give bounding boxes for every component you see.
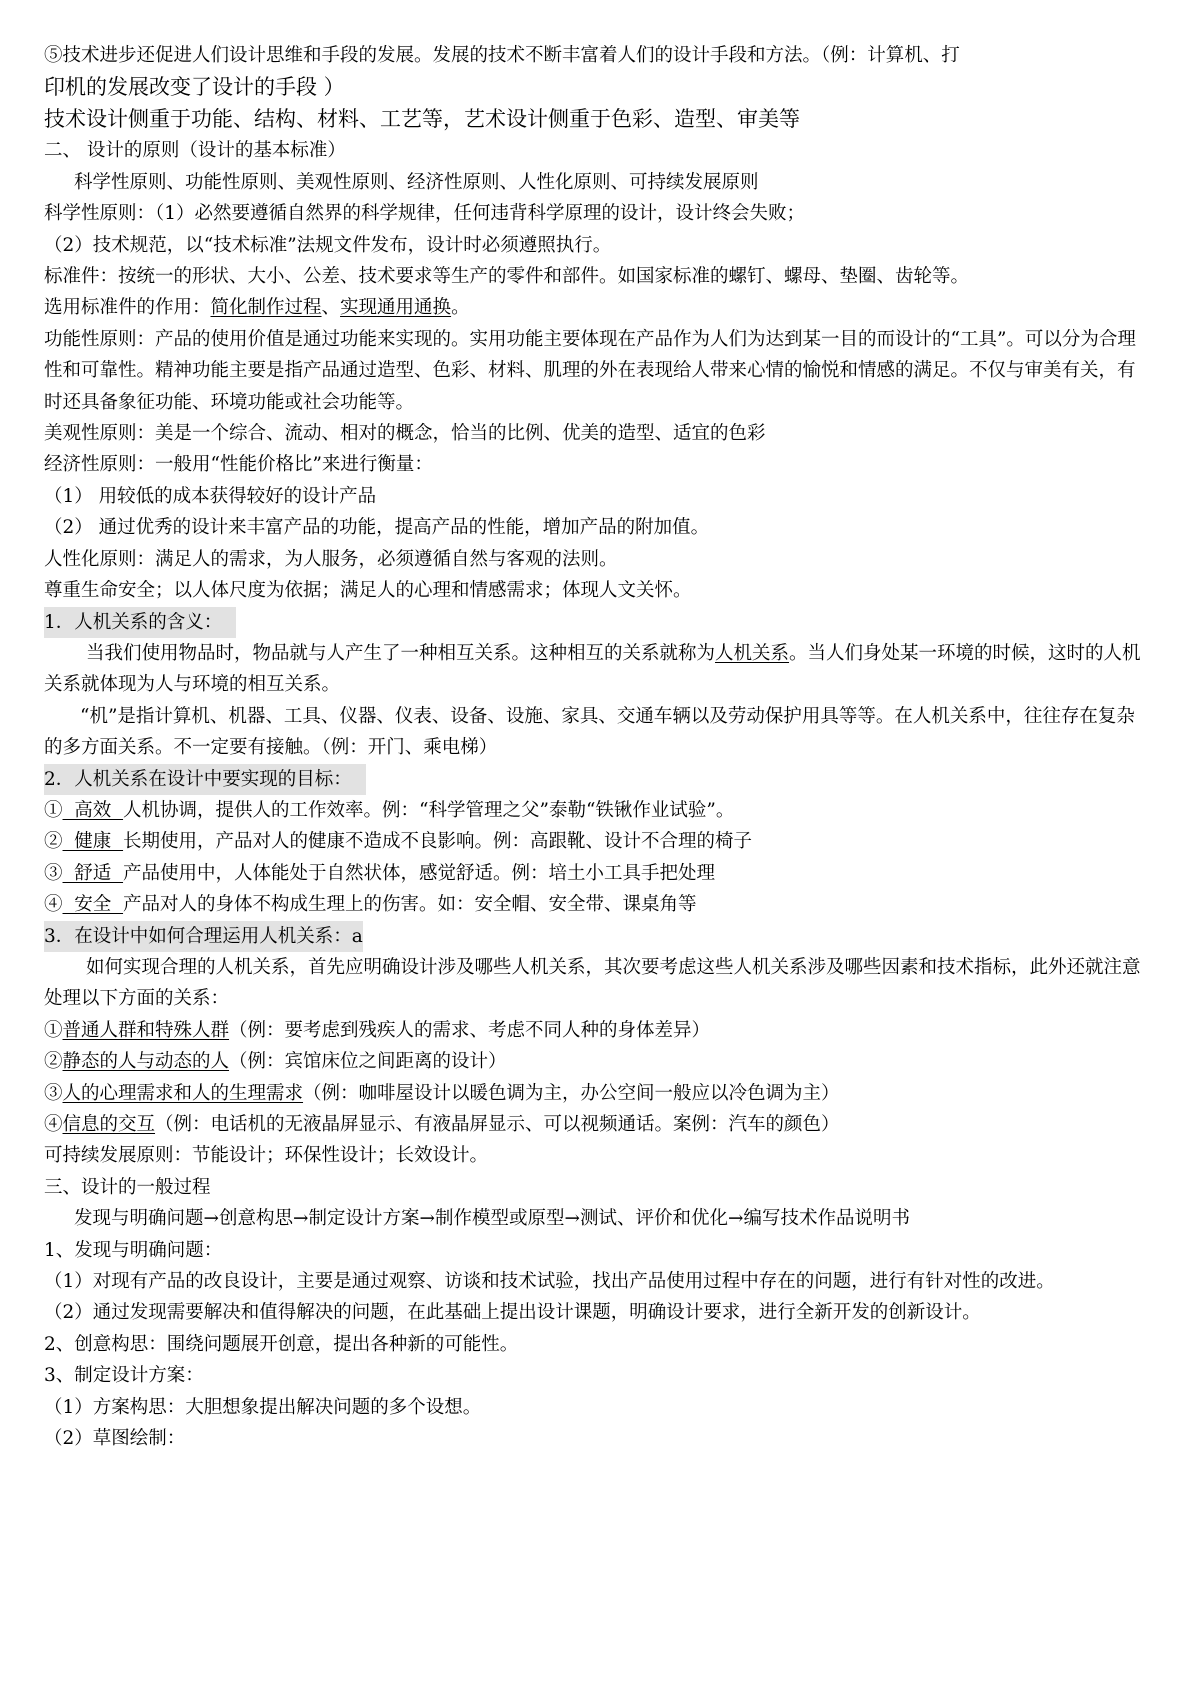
subheading xyxy=(44,921,1147,952)
subheading xyxy=(44,607,1147,638)
text-span: 当我们使用物品时，物品就与人产生了一种相互关系。这种相互的关系就称为 xyxy=(86,642,716,664)
item-number: ② xyxy=(44,1051,63,1073)
text-line: （2）草图绘制： xyxy=(44,1428,186,1450)
underlined-term: 静态的人与动态的人 xyxy=(62,1051,230,1073)
paragraph xyxy=(44,638,1147,701)
item-number: ③ xyxy=(44,862,63,884)
text-span: 。 xyxy=(451,297,470,319)
item-number: ② xyxy=(44,831,63,853)
item-number: ① xyxy=(44,799,63,821)
text-span: （例：宾馆床位之间距离的设计） xyxy=(229,1051,507,1073)
highlighted-heading: 3．在设计中如何合理运用人机关系：a xyxy=(44,921,363,952)
highlighted-heading: 1．人机关系的含义： xyxy=(44,607,236,638)
text-line xyxy=(44,292,1147,323)
paragraph: 如何实现合理的人机关系，首先应明确设计涉及哪些人机关系，其次要考虑这些人机关系涉及哪些因素和技术指标，此外还就注意处理以下方面的关系： xyxy=(44,956,1141,1010)
text-line: 2、创意构思：围绕问题展开创意，提出各种新的可能性。 xyxy=(44,1333,519,1355)
text-line: 技术设计侧重于功能、结构、材料、工艺等，艺术设计侧重于色彩、造型、审美等 xyxy=(44,107,800,132)
relation-item xyxy=(44,1015,1147,1046)
text-span: 人机协调，提供人的工作效率。例：“科学管理之父”泰勒“铁锹作业试验”。 xyxy=(123,799,735,821)
underlined-term: 人的心理需求和人的生理需求 xyxy=(62,1082,304,1104)
text-line: （1）方案构思：大胆想象提出解决问题的多个设想。 xyxy=(44,1396,482,1418)
text-line: 经济性原则：一般用“性能价格比”来进行衡量： xyxy=(44,454,433,476)
text-line: 1、发现与明确问题： xyxy=(44,1239,223,1261)
text-line: 3、制定设计方案： xyxy=(44,1365,204,1387)
relation-item xyxy=(44,1046,1147,1077)
highlighted-heading: 2．人机关系在设计中要实现的目标： xyxy=(44,764,366,795)
text-line: （2）技术规范，以“技术标准”法规文件发布，设计时必须遵照执行。 xyxy=(44,234,612,256)
item-number: ④ xyxy=(44,1114,63,1135)
text-line: 标准件：按统一的形状、大小、公差、技术要求等生产的零件和部件。如国家标准的螺钉、螺母、垫圈、齿轮等。 xyxy=(44,266,970,288)
text-line: 科学性原则：（1）必然要遵循自然界的科学规律，任何违背科学原理的设计，设计终会失败； xyxy=(44,203,806,225)
text-line: （2） 通过优秀的设计来丰富产品的功能，提高产品的性能，增加产品的附加值。 xyxy=(44,517,710,539)
underlined-term: 高效 xyxy=(62,799,124,821)
goal-item xyxy=(44,826,1147,857)
text-line: 人性化原则：满足人的需求，为人服务，必须遵循自然与客观的法则。 xyxy=(44,548,618,570)
paragraph: 功能性原则：产品的使用价值是通过功能来实现的。实用功能主要体现在产品作为人们为达到某一目的而设计的“工具”。可以分为合理性和可靠性。精神功能主要是指产品通过造型、色彩、材料、肌理的外在表现给人带来心情的愉悦和情感的满足。不仅与审美有关，有时还具备象征功能、环境功能或社会功能等。 xyxy=(44,328,1136,413)
section-heading: 二、 设计的原则（设计的基本标准） xyxy=(44,140,346,162)
process-flow: 发现与明确问题→创意构思→制定设计方案→制作模型或原型→测试、评价和优化→编写技术作品说明书 xyxy=(74,1208,911,1230)
item-number: ① xyxy=(44,1019,63,1041)
goal-item xyxy=(44,858,1147,889)
text-line: （1） 用较低的成本获得较好的设计产品 xyxy=(44,485,377,507)
text-span: （例：要考虑到残疾人的需求、考虑不同人种的身体差异） xyxy=(229,1019,711,1041)
item-number: ③ xyxy=(44,1082,63,1104)
text-line: 美观性原则：美是一个综合、流动、相对的概念，恰当的比例、优美的造型、适宜的色彩 xyxy=(44,423,766,445)
underlined-term: 普通人群和特殊人群 xyxy=(62,1019,230,1041)
goal-item xyxy=(44,795,1147,826)
text-line: 可持续发展原则：节能设计；环保性设计；长效设计。 xyxy=(44,1145,489,1167)
relation-item xyxy=(44,1078,1147,1109)
underlined-term: 舒适 xyxy=(62,862,124,884)
underlined-term: 简化制作过程 xyxy=(210,297,322,319)
section-heading: 三、设计的一般过程 xyxy=(44,1176,211,1198)
underlined-term: 安全 xyxy=(62,894,124,916)
text-span: （例：电话机的无液晶屏显示、有液晶屏显示、可以视频通话。案例：汽车的颜色） xyxy=(155,1114,840,1135)
text-span: 产品使用中，人体能处于自然状体，感觉舒适。例：培土小工具手把处理 xyxy=(123,862,716,884)
item-number: ④ xyxy=(44,894,63,916)
underlined-term: 信息的交互 xyxy=(62,1114,156,1135)
relation-item xyxy=(44,1109,1147,1140)
text-line: （2）通过发现需要解决和值得解决的问题，在此基础上提出设计课题，明确设计要求，进行全新开发的创新设计。 xyxy=(44,1302,981,1324)
underlined-term: 健康 xyxy=(62,831,124,853)
text-span: 、 xyxy=(321,297,341,319)
paragraph: “机”是指计算机、机器、工具、仪器、仪表、设备、设施、家具、交通车辆以及劳动保护用具等等。在人机关系中，往往存在复杂的多方面关系。不一定要有接触。（例：开门、乘电梯） xyxy=(44,705,1135,759)
text-span: （例：咖啡屋设计以暖色调为主，办公空间一般应以冷色调为主） xyxy=(303,1082,840,1104)
underlined-term: 实现通用通换 xyxy=(340,297,452,319)
underlined-term: 人机关系 xyxy=(715,642,790,664)
text-line: 尊重生命安全；以人体尺度为依据；满足人的心理和情感需求；体现人文关怀。 xyxy=(44,580,692,602)
goal-item xyxy=(44,889,1147,920)
text-span: 产品对人的身体不构成生理上的伤害。如：安全帽、安全带、课桌角等 xyxy=(123,894,697,916)
text-line: 印机的发展改变了设计的手段 ） xyxy=(44,75,345,100)
paragraph: （1）对现有产品的改良设计，主要是通过观察、访谈和技术试验，找出产品使用过程中存在的问题，进行有针对性的改进。 xyxy=(44,1271,1055,1293)
principles-list: 科学性原则、功能性原则、美观性原则、经济性原则、人性化原则、可持续发展原则 xyxy=(74,171,759,193)
subheading xyxy=(44,764,1147,795)
text-span: 。当人们身处某一环境的时候，这时的人机关系就体现为人与环境的相互关系。 xyxy=(44,642,1141,696)
text-span: 选用标准件的作用： xyxy=(44,297,211,319)
text-span: 长期使用，产品对人的健康不造成不良影响。例：高跟靴、设计不合理的椅子 xyxy=(123,831,753,853)
text-line: ⑤技术进步还促进人们设计思维和手段的发展。发展的技术不断丰富着人们的设计手段和方法。（例：计算机、打 xyxy=(44,45,960,66)
